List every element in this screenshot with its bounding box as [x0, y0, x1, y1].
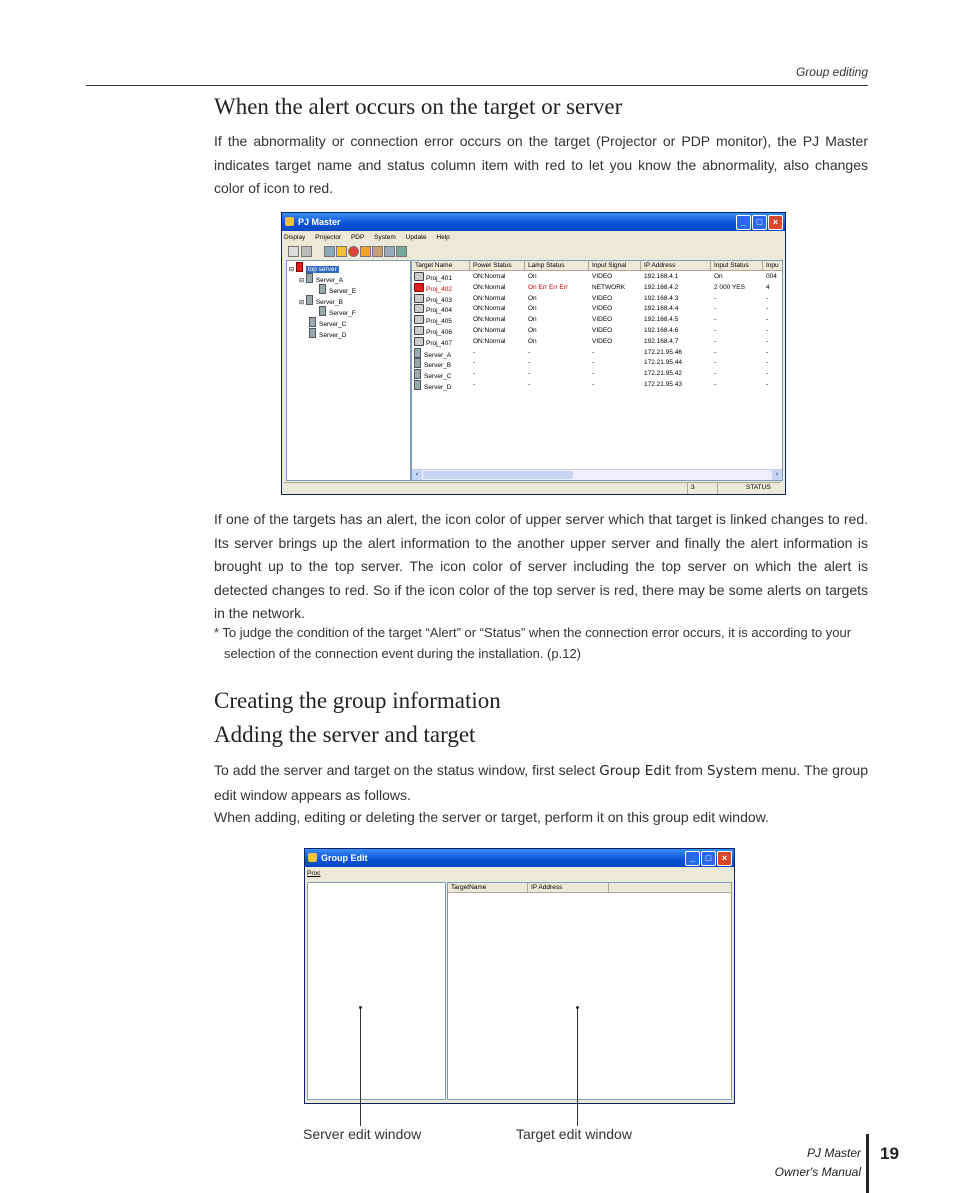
- cell-text: Server_D: [424, 384, 452, 391]
- cell-text: 192.168.4.2: [644, 283, 679, 291]
- group-edit-menu-bar: [307, 870, 732, 877]
- tree-item-server-d[interactable]: Server_D: [319, 332, 347, 339]
- col-power-status[interactable]: Power Status: [470, 261, 525, 271]
- cell-text: ON:Normal: [473, 305, 506, 313]
- table-cell: [592, 380, 594, 391]
- projector-icon: [414, 304, 424, 313]
- heading-adding: Adding the server and target: [214, 722, 476, 747]
- menu-bar: [284, 234, 783, 241]
- stop-icon[interactable]: [301, 246, 312, 257]
- menu-help[interactable]: Help: [436, 234, 450, 241]
- table-cell: [644, 304, 678, 315]
- table-cell: [592, 283, 625, 294]
- col-ip-address[interactable]: IP Address: [641, 261, 711, 271]
- table-cell: [473, 304, 506, 315]
- grid-icon[interactable]: [384, 246, 395, 257]
- table-cell: [714, 283, 745, 294]
- table-cell: [528, 315, 537, 326]
- server-icon: [319, 284, 326, 294]
- cell-text: -: [714, 305, 717, 313]
- warning-icon[interactable]: [336, 246, 347, 257]
- paragraph-alert-intro: If the abnormality or connection error occurs on the target (Projector or PDP monitor), the PJ Master indicates target name and status column item with red to let you know the abnormality, also changes color of icon to red.: [214, 133, 868, 196]
- cell-text: -: [714, 294, 717, 302]
- header-rule: [86, 85, 868, 86]
- projector-icon: [414, 337, 424, 346]
- tree-item-top-server[interactable]: top server: [307, 266, 337, 273]
- status-bar: [284, 482, 781, 493]
- table-cell: [714, 326, 716, 337]
- projector-icon: [414, 315, 424, 324]
- tree-item-server-c[interactable]: Server_C: [319, 321, 347, 328]
- cell-text: 192.168.4.6: [644, 327, 679, 334]
- cell-text: 2 000 YES: [714, 283, 745, 291]
- col-empty: [609, 883, 731, 893]
- cell-text: 192.168.4.1: [644, 273, 679, 280]
- cell-text: On: [528, 316, 537, 324]
- cell-text: ON:Normal: [473, 273, 506, 280]
- group-edit-titlebar: [305, 849, 734, 867]
- minimize-icon[interactable]: _: [736, 215, 751, 230]
- table-cell: [714, 380, 716, 391]
- table-cell: [766, 369, 768, 380]
- cell-text: -: [714, 348, 717, 356]
- window-titlebar: [282, 213, 785, 231]
- table-cell: [473, 337, 506, 348]
- table-cell: [714, 272, 723, 283]
- projector-icon: [414, 272, 424, 281]
- cell-text: -: [714, 370, 717, 378]
- table-cell: [592, 326, 612, 337]
- cell-text: -: [592, 370, 595, 378]
- cell-text: -: [766, 348, 769, 356]
- table-cell: [473, 326, 506, 337]
- close-icon[interactable]: ×: [717, 851, 732, 866]
- projector-icon: [414, 326, 424, 335]
- table-cell: [592, 348, 594, 359]
- cell-text: Proj_401: [426, 275, 453, 282]
- server-icon: [309, 317, 316, 327]
- cell-text: ON:Normal: [473, 327, 506, 334]
- cell-text: -: [714, 337, 717, 345]
- table-cell: [766, 304, 768, 315]
- para3-text-a: To add the server and target on the status window, first select: [214, 762, 600, 778]
- group-edit-title: Group Edit: [321, 853, 368, 863]
- menu-display[interactable]: Display: [284, 234, 306, 241]
- table-cell: [473, 348, 475, 359]
- app-icon: [308, 853, 317, 862]
- cell-text: ON:Normal: [473, 283, 506, 291]
- scroll-left-icon[interactable]: ‹: [412, 470, 422, 480]
- cell-text: -: [714, 316, 717, 324]
- section-header: Group editing: [795, 65, 868, 79]
- cell-text: ON:Normal: [473, 294, 506, 302]
- menu-system[interactable]: System: [374, 234, 396, 241]
- cell-text: On: [528, 273, 537, 280]
- menu-update[interactable]: Update: [405, 234, 427, 241]
- col-target-name[interactable]: Target Name: [412, 261, 470, 271]
- tree-item-server-f[interactable]: Server_F: [329, 310, 356, 317]
- cell-text: 172.21.95.44: [644, 359, 682, 367]
- cell-text: -: [766, 337, 769, 345]
- table-cell: [592, 337, 612, 348]
- cell-text: 4: [766, 283, 770, 291]
- menu-projector[interactable]: Projector: [315, 234, 342, 241]
- table-cell: [473, 283, 506, 294]
- table-cell: [644, 369, 682, 380]
- cell-text: Proj_402: [426, 285, 453, 293]
- menu-ref-system: System: [706, 763, 758, 779]
- cell-text: -: [766, 327, 769, 334]
- cell-text: -: [714, 381, 717, 388]
- heading-alert: When the alert occurs on the target or server: [214, 94, 623, 119]
- table-cell: [714, 369, 716, 380]
- tree-item-server-e[interactable]: Server_E: [329, 288, 357, 295]
- table-cell: [644, 283, 678, 294]
- table-cell: [714, 337, 716, 348]
- cell-text: -: [473, 359, 476, 367]
- table-cell: [592, 294, 612, 305]
- col-ip-address[interactable]: IP Address: [528, 883, 609, 893]
- table-cell: [592, 358, 594, 369]
- map-icon[interactable]: [396, 246, 407, 257]
- table-cell: [644, 337, 678, 348]
- cell-text: 172.21.95.42: [644, 370, 682, 378]
- cell-text: VIDEO: [592, 273, 613, 280]
- cell-text: On Err Err Err: [528, 283, 569, 291]
- table-cell: [644, 348, 682, 359]
- cell-text: Proj_406: [426, 329, 453, 336]
- caution-icon[interactable]: [360, 246, 371, 257]
- table-cell: [644, 294, 678, 305]
- maximize-icon[interactable]: □: [752, 215, 767, 230]
- cell-text: On: [714, 273, 723, 280]
- cell-text: -: [592, 348, 595, 356]
- cell-text: -: [473, 348, 476, 356]
- cell-text: Server_B: [424, 362, 452, 370]
- tree-item-server-b[interactable]: Server_B: [315, 299, 343, 306]
- cell-text: On: [528, 305, 537, 313]
- server-icon: [319, 306, 326, 316]
- cell-text: NETWORK: [592, 283, 626, 291]
- table-cell: [473, 272, 506, 283]
- footer-product: PJ Master: [806, 1146, 861, 1160]
- table-cell: [528, 272, 537, 283]
- cell-text: On: [528, 327, 537, 334]
- col-target-name[interactable]: TargetName: [448, 883, 528, 893]
- table-cell: [766, 348, 768, 359]
- col-input-status[interactable]: Input Status: [711, 261, 763, 271]
- tree-item-server-a[interactable]: Server_A: [315, 277, 343, 284]
- cell-text: -: [766, 305, 769, 313]
- server-icon: [306, 295, 313, 305]
- callout-line-target: [577, 1008, 578, 1126]
- cell-text: On: [528, 337, 537, 345]
- table-cell: [644, 272, 678, 283]
- pj-master-window: [281, 212, 786, 495]
- cell-text: -: [473, 381, 476, 388]
- label-server-edit: Server edit window: [303, 1126, 422, 1142]
- table-cell: [714, 358, 716, 369]
- cell-text: 192.168.4.7: [644, 337, 679, 345]
- cell-text: -: [766, 359, 769, 367]
- alert-icon[interactable]: [348, 246, 359, 257]
- heading-group-info: Creating the group information: [214, 688, 501, 713]
- table-cell: [473, 294, 506, 305]
- maximize-icon[interactable]: □: [701, 851, 716, 866]
- footer-title: [740, 1144, 861, 1182]
- label-target-edit: Target edit window: [516, 1126, 632, 1142]
- cell-text: 004: [766, 273, 777, 280]
- footer-manual: Owner's Manual: [774, 1165, 861, 1179]
- table-cell: [528, 294, 537, 305]
- cell-text: VIDEO: [592, 305, 613, 313]
- table-cell: [766, 326, 768, 337]
- cell-text: -: [766, 294, 769, 302]
- table-cell: [714, 304, 716, 315]
- table-cell: [766, 315, 768, 326]
- toolbar: [288, 246, 408, 258]
- table-cell: [473, 358, 475, 369]
- cell-text: ON:Normal: [473, 337, 506, 345]
- table-cell: [528, 283, 568, 294]
- cell-text: ON:Normal: [473, 316, 506, 324]
- cell-text: VIDEO: [592, 316, 613, 324]
- cell-text: VIDEO: [592, 327, 613, 334]
- table-cell: [714, 315, 716, 326]
- cell-text: 172.21.95.43: [644, 381, 682, 388]
- close-icon[interactable]: ×: [768, 215, 783, 230]
- note-alert-status: * To judge the condition of the target “Alert” or “Status” when the connection error occurs, it is according to your selection of the connection event during the installation. (p.12): [214, 625, 852, 661]
- cell-text: Proj_407: [426, 339, 453, 347]
- cell-text: -: [528, 370, 531, 378]
- table-cell: [644, 380, 682, 391]
- cell-text: -: [592, 359, 595, 367]
- server-icon: [309, 328, 316, 338]
- projector-icon: [414, 283, 424, 292]
- cell-text: -: [766, 381, 769, 388]
- table-cell: [766, 337, 768, 348]
- paragraph-alert-detail: If one of the targets has an alert, the icon color of upper server which that target is linked changes to red. Its server brings up the alert information to the another upper server and finally the alert information is brought up to the top server. The icon color of server including the top server on which the alert is detected changes to red. So if the icon color of the top server is red, there may be some alerts on targets in the network.: [214, 511, 868, 621]
- cell-text: Proj_405: [426, 318, 453, 326]
- cell-text: VIDEO: [592, 337, 613, 345]
- cell-text: Proj_403: [426, 296, 453, 304]
- cell-text: -: [592, 381, 595, 388]
- scroll-right-icon[interactable]: ›: [772, 470, 782, 480]
- cell-text: VIDEO: [592, 294, 613, 302]
- col-lamp-status[interactable]: Lamp Status: [525, 261, 589, 271]
- cell-text: 192.168.4.5: [644, 316, 679, 324]
- table-cell: [528, 326, 537, 337]
- table-cell: [528, 380, 530, 391]
- table-row-target[interactable]: [414, 380, 451, 394]
- status-count: 3: [687, 483, 695, 494]
- server-icon: [414, 358, 421, 368]
- server-icon: [414, 380, 421, 390]
- server-icon-red: [296, 262, 303, 272]
- table-cell: [528, 304, 537, 315]
- projector-icon: [414, 294, 424, 303]
- cell-text: -: [528, 348, 531, 356]
- table-cell: [766, 272, 777, 283]
- cell-text: 172.21.95.46: [644, 348, 682, 356]
- status-list[interactable]: [411, 260, 783, 481]
- server-edit-pane[interactable]: [307, 882, 446, 1100]
- table-cell: [473, 315, 506, 326]
- table-cell: [592, 315, 612, 326]
- status-label: STATUS: [717, 483, 771, 494]
- table-cell: [473, 380, 475, 391]
- cell-text: -: [528, 359, 531, 367]
- cell-text: 192.168.4.3: [644, 294, 679, 302]
- callout-line-server: [360, 1008, 361, 1126]
- server-icon: [306, 273, 313, 283]
- paragraph-add-instructions: [214, 759, 868, 807]
- cell-text: -: [473, 370, 476, 378]
- cell-text: -: [766, 370, 769, 378]
- menu-ref-group-edit: Group Edit: [599, 763, 671, 779]
- col-input[interactable]: Inpu: [763, 261, 783, 271]
- cell-text: 192.168.4.4: [644, 305, 679, 313]
- table-cell: [592, 369, 594, 380]
- menu-pdp[interactable]: PDP: [350, 234, 365, 241]
- target-edit-pane[interactable]: [447, 882, 732, 1100]
- horizontal-scrollbar[interactable]: [412, 469, 782, 480]
- server-icon: [414, 348, 421, 358]
- window-title: PJ Master: [298, 217, 341, 227]
- para3-text-c: from: [670, 762, 707, 778]
- table-cell: [528, 358, 530, 369]
- table-cell: [714, 348, 716, 359]
- table-cell: [592, 304, 612, 315]
- network-icon[interactable]: [324, 246, 335, 257]
- cell-text: -: [766, 316, 769, 324]
- table-cell: [766, 380, 768, 391]
- table-cell: [644, 315, 678, 326]
- cell-text: Server_A: [424, 351, 452, 359]
- table-cell: [766, 283, 770, 294]
- table-cell: [714, 294, 716, 305]
- folder-icon[interactable]: [372, 246, 383, 257]
- minimize-icon[interactable]: _: [685, 851, 700, 866]
- cell-text: -: [714, 327, 717, 334]
- cell-text: -: [528, 381, 531, 388]
- table-cell: [766, 358, 768, 369]
- scroll-thumb[interactable]: [423, 471, 573, 479]
- table-cell: [528, 337, 537, 348]
- cell-text: Server_C: [424, 373, 452, 381]
- table-cell: [592, 272, 612, 283]
- table-cell: [528, 369, 530, 380]
- server-tree[interactable]: ⊟ top server ⊟ Server_A Server_E ⊟ Server_B Server_F Server_C Server_D: [286, 260, 411, 481]
- cell-text: On: [528, 294, 537, 302]
- page-number: 19: [880, 1144, 899, 1163]
- table-cell: [528, 348, 530, 359]
- table-cell: [766, 294, 768, 305]
- server-icon: [414, 369, 421, 379]
- table-cell: [644, 358, 682, 369]
- cell-text: Proj_404: [426, 307, 453, 315]
- paragraph-group-edit: When adding, editing or deleting the server or target, perform it on this group edit window.: [214, 809, 769, 825]
- footer-bar: [866, 1134, 869, 1193]
- table-cell: [473, 369, 475, 380]
- print-icon[interactable]: [288, 246, 299, 257]
- menu-proc[interactable]: Proc: [307, 870, 321, 877]
- cell-text: -: [714, 359, 717, 367]
- col-input-signal[interactable]: Input Signal: [589, 261, 641, 271]
- app-icon: [285, 217, 294, 226]
- table-cell: [644, 326, 678, 337]
- para3-text-e: menu. The group edit window appears as follows.: [214, 762, 868, 803]
- group-edit-window: [304, 848, 735, 1104]
